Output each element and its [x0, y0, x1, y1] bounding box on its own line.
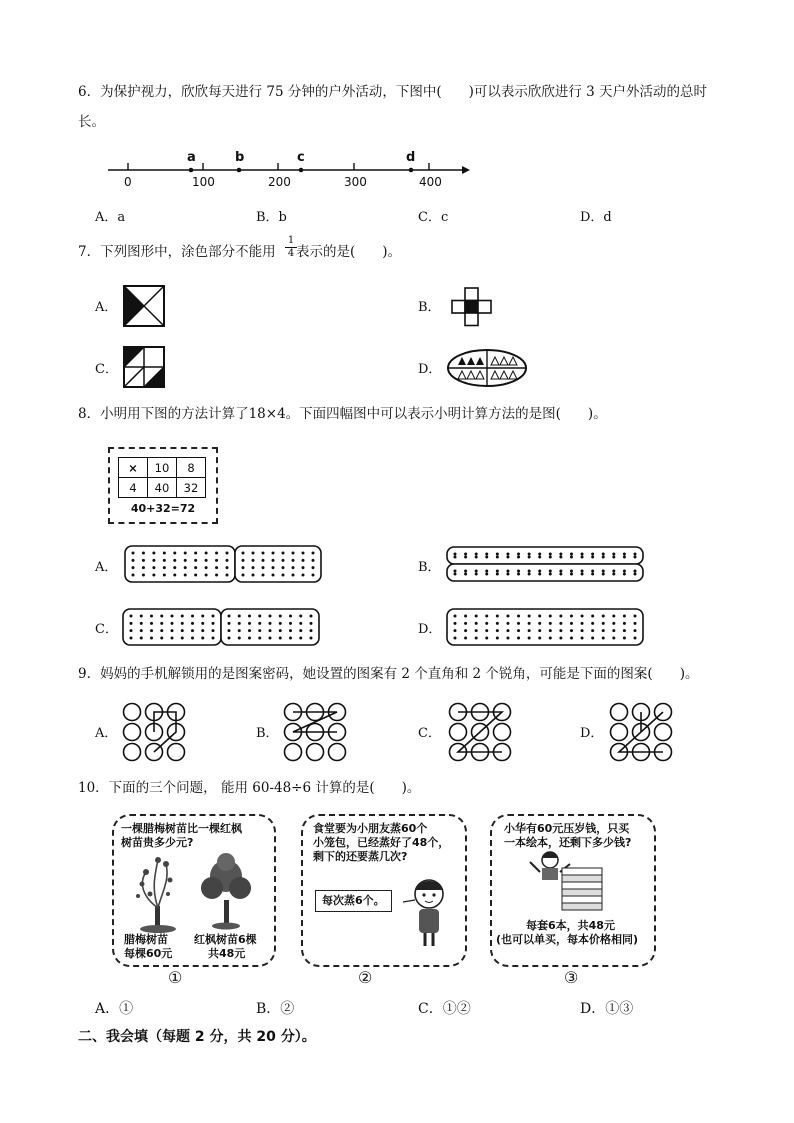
- tick-label: 400: [419, 175, 442, 189]
- q7-figure-c: [123, 346, 165, 388]
- section-2-heading: 二、我会填（每题 2 分，共 20 分）。: [78, 1029, 316, 1045]
- fraction-denominator: 4: [287, 248, 295, 259]
- tick-label: 300: [344, 175, 367, 189]
- q9-pattern-c: [446, 700, 514, 764]
- point-label-d: d: [406, 150, 416, 165]
- q6-option-a[interactable]: A．a: [95, 210, 126, 225]
- q7-option-b[interactable]: B．: [418, 300, 441, 315]
- q8-figure-d: [446, 607, 644, 647]
- q7-text-before: 7．下列图形中，涂色部分不能用: [78, 244, 276, 260]
- q7-figure-b: [449, 287, 495, 327]
- q9-pattern-b: [281, 700, 349, 764]
- point-label-a: a: [187, 150, 196, 165]
- q7-option-d[interactable]: D．: [418, 362, 442, 377]
- card-question-line: 一本绘本，还剩下多少钱?: [504, 836, 632, 849]
- tick-label: 200: [268, 175, 291, 189]
- q6-option-d[interactable]: D．d: [580, 210, 612, 225]
- q9-text: 9．妈妈的手机解锁用的是图案密码，她设置的图案有 2 个直角和 2 个锐角，可能是下面的图案( )。: [78, 666, 699, 682]
- card-2-number: ②: [358, 968, 373, 987]
- q8-text: 8．小明用下图的方法计算了18×4。下面四幅图中可以表示小明计算方法的是图( )。: [78, 406, 607, 422]
- q9-option-c[interactable]: C．: [418, 726, 441, 741]
- point-label-c: c: [297, 150, 305, 165]
- q8-option-c[interactable]: C．: [95, 622, 118, 637]
- q8-multiplication-table: [118, 457, 206, 498]
- q8-method-box: [108, 447, 218, 524]
- q7-option-c[interactable]: C．: [95, 362, 118, 377]
- q9-pattern-a: [120, 700, 188, 764]
- maple-tree-label: 红枫树苗6棵: [194, 933, 257, 946]
- q8-figure-c: [122, 607, 320, 647]
- q7-figure-d: [446, 348, 528, 388]
- maple-tree-price: 共48元: [208, 947, 246, 960]
- q8-option-a[interactable]: A．: [95, 560, 118, 575]
- q6-text: 6．为保护视力，欣欣每天进行 75 分钟的户外活动，下图中( )可以表示欣欣进行 3 天户外活动的总时: [78, 84, 708, 100]
- q6-option-c[interactable]: C．c: [418, 210, 449, 225]
- card-question-line: 树苗贵多少元?: [121, 836, 194, 849]
- plum-tree-price: 每棵60元: [124, 947, 173, 960]
- table-cell: ×: [119, 458, 148, 478]
- q10-text: 10．下面的三个问题， 能用 60-48÷6 计算的是( )。: [78, 780, 421, 796]
- cook-illustration: [399, 876, 451, 950]
- tick-label: 0: [124, 175, 132, 189]
- q9-option-d[interactable]: D．: [580, 726, 604, 741]
- q7-option-a[interactable]: A．: [95, 300, 118, 315]
- card-1-number: ①: [168, 968, 183, 987]
- q7-figure-a: [123, 285, 165, 327]
- q10-option-b[interactable]: B．②: [256, 1001, 295, 1017]
- card-question-line: 食堂要为小朋友蒸60个: [313, 822, 428, 835]
- q8-figure-a: [124, 544, 322, 584]
- table-cell: 32: [177, 478, 206, 498]
- book-set-price: 每套6本，共48元: [526, 919, 615, 932]
- q8-option-d[interactable]: D．: [418, 622, 442, 637]
- q10-option-c[interactable]: C．①②: [418, 1001, 471, 1017]
- q10-option-a[interactable]: A．①: [95, 1001, 134, 1017]
- table-cell: 40: [148, 478, 177, 498]
- q10-card-1: [112, 814, 276, 967]
- table-cell: 10: [148, 458, 177, 478]
- q8-option-b[interactable]: B．: [418, 560, 441, 575]
- q7-text-after: 表示的是( )。: [296, 244, 402, 260]
- table-cell: 4: [119, 478, 148, 498]
- q10-card-2: [301, 814, 467, 967]
- q10-card-3: [490, 814, 656, 967]
- speech-bubble: 每次蒸6个。: [315, 890, 392, 912]
- single-book-note: (也可以单买，每本价格相同): [496, 933, 639, 946]
- books-illustration: [526, 850, 622, 916]
- card-question-line: 小华有60元压岁钱，只买: [504, 822, 630, 835]
- plum-tree-label: 腊梅树苗: [124, 933, 168, 946]
- card-question-line: 一棵腊梅树苗比一棵红枫: [121, 822, 242, 835]
- card-3-number: ③: [564, 968, 579, 987]
- q10-option-d[interactable]: D．①③: [580, 1001, 634, 1017]
- fraction-numerator: 1: [287, 235, 295, 246]
- q6-text-cont: 长。: [78, 114, 105, 130]
- q6-option-b[interactable]: B．b: [256, 210, 287, 225]
- tick-label: 100: [192, 175, 215, 189]
- q9-option-a[interactable]: A．: [95, 726, 118, 741]
- q9-pattern-d: [607, 700, 675, 764]
- q9-option-b[interactable]: B．: [256, 726, 279, 741]
- card-question-line: 剩下的还要蒸几次?: [313, 850, 408, 863]
- q8-equation: 40+32=72: [130, 502, 196, 515]
- q8-figure-b: [446, 546, 644, 582]
- card-question-line: 小笼包，已经蒸好了48个，: [313, 836, 450, 849]
- point-label-b: b: [235, 150, 245, 165]
- tree-illustration: [124, 850, 266, 934]
- table-cell: 8: [177, 458, 206, 478]
